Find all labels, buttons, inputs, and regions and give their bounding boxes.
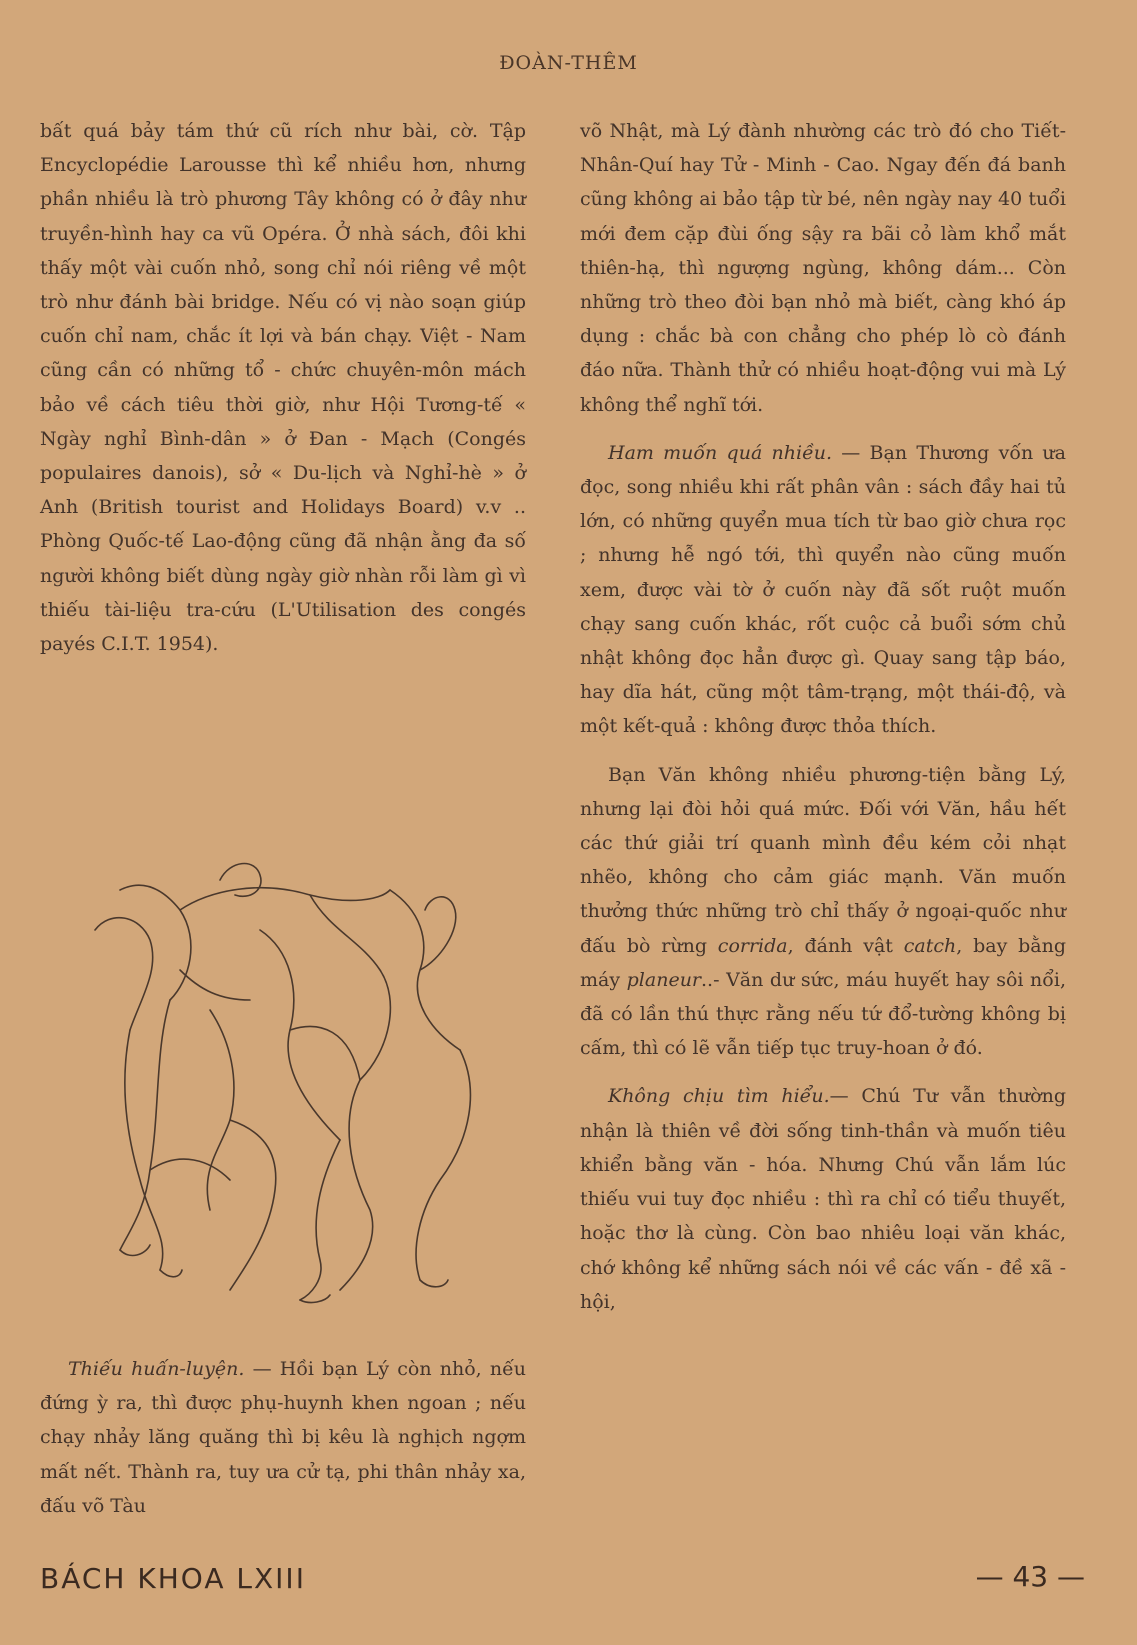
right-column <box>580 114 1066 1319</box>
right-p3-mid1: , đánh vật <box>787 934 904 957</box>
right-paragraph-4-body: — Chú Tư vẫn thường nhận là thiên về đời sống tinh-thần và muốn tiêu khiển bằng văn - hóa. Nhưng Chú vẫn lắm lúc thiếu vui tuy đọc nhiều : thì ra chỉ có tiểu thuyết, hoặc thơ là cùng. Còn bao nhiêu loại văn khác, chớ không kể những sách nói về các vấn - đề xã - hội, <box>580 1085 1067 1313</box>
left-column <box>40 114 526 661</box>
left-paragraph-2-body: — Hồi bạn Lý còn nhỏ, nếu đứng ỳ ra, thì được phụ-huynh khen ngoan ; nếu chạy nhảy lăng quăng thì bị kêu là nghịch ngợm mất nết. Thành ra, tuy ưa cử tạ, phi thân nhảy xa, đấu võ Tàu <box>40 1358 526 1517</box>
dancers-illustration <box>60 850 530 1310</box>
right-p3-pre: Bạn Văn không nhiều phương-tiện bằng Lý, nhưng lại đòi hỏi quá mức. Đối với Văn, hầu hết các thứ giải trí quanh mình đều kém cỏi nhạt nhẽo, không cho cảm giác mạnh. Văn muốn thưởng thức những trò chỉ thấy ở ngoại-quốc như đấu bò rừng <box>580 763 1066 957</box>
right-paragraph-2 <box>580 436 1066 744</box>
right-p3-mid2: , bay bằng máy <box>580 934 1067 991</box>
right-paragraph-2-body: — Bạn Thương vốn ưa đọc, song nhiều khi rất phân vân : sách đầy hai tủ lớn, có những quyển mua tích từ bao giờ chưa rọc ; nhưng hễ ngó tới, thì quyển nào cũng muốn xem, được vài tờ ở cuốn này đã sốt ruột muốn chạy sang cuốn khác, rốt cuộc cả buổi sớm chủ nhật không đọc hẳn được gì. Quay sang tập báo, hay dĩa hát, cũng một tâm-trạng, một thái-độ, và một kết-quả : không được thỏa thích. <box>580 441 1066 738</box>
right-paragraph-4 <box>580 1079 1066 1318</box>
left-heading-thieu-huan-luyen: Thiếu huấn-luyện. <box>68 1358 245 1380</box>
page-number: — 43 — <box>975 1560 1085 1593</box>
right-heading-ham-muon: Ham muốn quá nhiều. <box>608 441 833 464</box>
right-paragraph-1: võ Nhật, mà Lý đành nhường các trò đó cho Tiết-Nhân-Quí hay Tử - Minh - Cao. Ngay đến đá banh cũng không ai bảo tập từ bé, nên ngày nay 40 tuổi mới đem cặp đùi ống sậy ra bãi cỏ làm khổ mắt thiên-hạ, thì ngượng ngùng, không dám... Còn những trò theo đòi bạn nhỏ mà biết, càng khó áp dụng : chắc bà con chẳng cho phép lò cò đánh đáo nữa. Thành thử có nhiều hoạt-động vui mà Lý không thể nghĩ tới. <box>580 120 1066 416</box>
right-paragraph-3 <box>580 758 1066 1066</box>
right-p3-catch: catch <box>903 934 957 957</box>
left-paragraph-2 <box>40 1352 526 1523</box>
left-paragraph-1: bất quá bảy tám thứ cũ rích như bài, cờ. Tập Encyclopédie Larousse thì kể nhiều hơn, nhưng phần nhiều là trò phương Tây không có ở đây như truyền-hình hay ca vũ Opéra. Ở nhà sách, đôi khi thấy một vài cuốn nhỏ, song chỉ nói riêng về một trò như đánh bài bridge. Nếu có vị nào soạn giúp cuốn chỉ nam, chắc ít lợi và bán chạy. Việt - Nam cũng cần có những tổ - chức chuyên-môn mách bảo về cách tiêu thời giờ, như Hội Tương-tế « Ngày nghỉ Bình-dân » ở Đan - Mạch (Congés populaires danois), sở « Du-lịch và Nghỉ-hè » ở Anh (British tourist and Holidays Board) v.v .. Phòng Quốc-tế Lao-động cũng đã nhận ằng đa số người không biết dùng ngày giờ nhàn rỗi làm gì vì thiếu tài-liệu tra-cứu (L'Utilisation des congés payés C.I.T. 1954). <box>40 120 526 656</box>
right-p3-post: ..- Văn dư sức, máu huyết hay sôi nổi, đã có lần thú thực rằng nếu tứ đổ-tường không bị cấm, thì có lẽ vẫn tiếp tục truy-hoan ở đó. <box>580 968 1066 1060</box>
right-p3-corrida: corrida <box>717 934 788 957</box>
right-p3-planeur: planeur <box>626 968 702 991</box>
publication-footer: BÁCH KHOA LXIII <box>40 1562 306 1595</box>
right-heading-khong-chiu: Không chịu tìm hiểu. <box>608 1085 830 1108</box>
page-header: ĐOÀN-THÊM <box>499 52 638 74</box>
